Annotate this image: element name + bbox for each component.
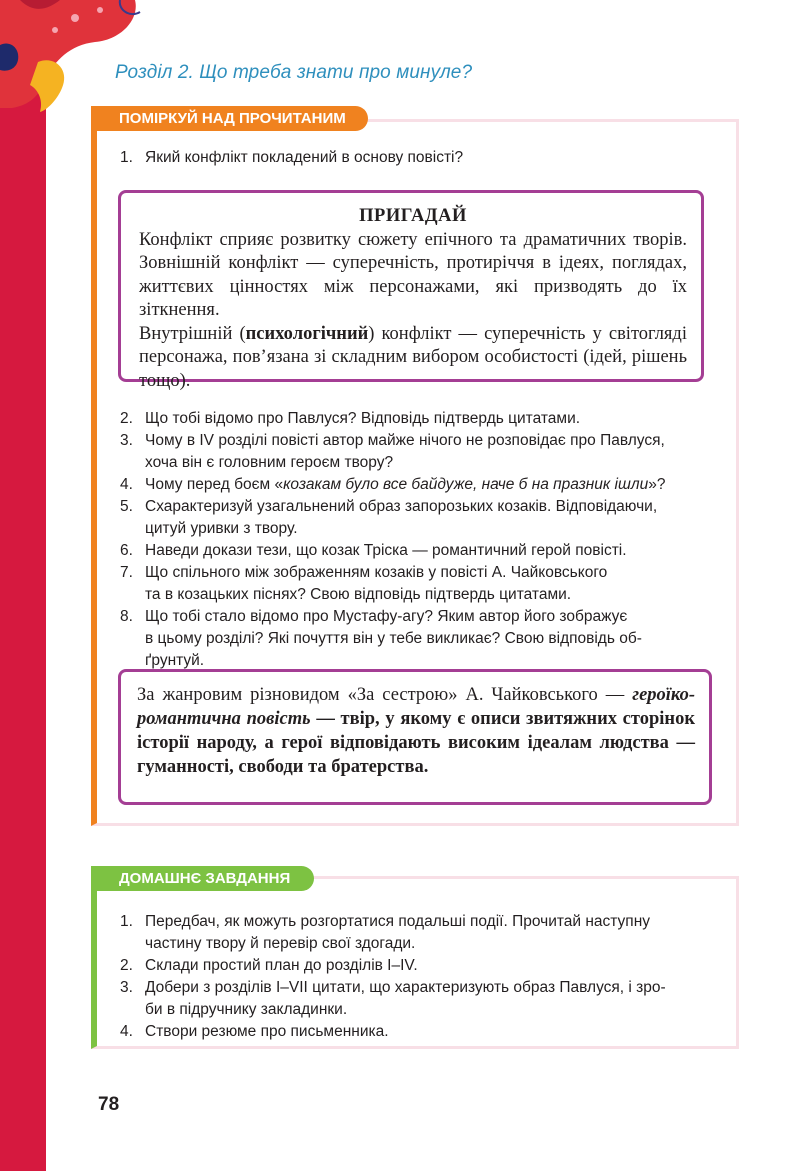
q4-quote: козакам було все байдуже, наче б на празник ішли [283,476,649,493]
remember-p2-end: ) конфлікт — суперечність у світогляді персонажа, пов’язана зі складним вибором особистості (ідей, рішень тощо). [139,323,687,391]
question-number: 4. [120,476,133,493]
question-number: 7. [120,564,133,581]
question-text-line2: хоча він є головним героєм твору? [145,454,394,471]
genre-definition-box [118,669,712,805]
homework-number: 3. [120,979,133,996]
question-number: 5. [120,498,133,515]
question-number: 6. [120,542,133,559]
q4-end: »? [648,476,666,493]
side-strip [0,0,46,1171]
remember-paragraph-2 [139,323,687,394]
question-number: 2. [120,410,133,427]
homework-number: 1. [120,913,133,930]
question-7 [120,562,705,606]
homework-text-line1: Добери з розділів I–VII цитати, що характеризують образ Павлуся, і зро- [145,979,666,996]
question-3 [120,430,705,474]
homework-3 [120,977,705,1021]
question-number: 1. [120,149,133,166]
question-text [145,474,705,496]
homework-section-label: ДОМАШНЄ ЗАВДАННЯ [91,866,314,891]
chapter-title: Розділ 2. Що треба знати про минуле? [115,62,473,83]
homework-4 [120,1021,705,1043]
question-text: Наведи докази тези, що козак Тріска — романтичний герой повісті. [145,542,627,559]
question-text-line2: та в козацьких піснях? Свою відповідь підтвердь цитатами. [145,586,572,603]
question-text-line1: Що спільного між зображенням козаків у повісті А. Чайковського [145,564,608,581]
homework-text: Склади простий план до розділів I–IV. [145,957,418,974]
homework-1 [120,911,705,955]
decorative-illustration [0,0,170,120]
question-8 [120,606,705,672]
question-number: 3. [120,432,133,449]
page-number: 78 [98,1094,120,1115]
think-section-label: ПОМІРКУЙ НАД ПРОЧИТАНИМ [91,106,368,131]
remember-p2-start: Внутрішній ( [139,323,246,344]
homework-2 [120,955,705,977]
genre-start: За жанровим різновидом «За сестрою» А. Чайковського — [137,685,633,705]
question-number: 8. [120,608,133,625]
question-text: Що тобі відомо про Павлуся? Відповідь підтвердь цитатами. [145,410,581,427]
question-4 [120,474,705,496]
question-text-line3: ґрунтуй. [145,652,205,669]
homework-text: Створи резюме про письменника. [145,1023,389,1040]
remember-p2-bold: психологічний [245,323,369,344]
homework-text-line2: би в підручнику закладинки. [145,1001,348,1018]
homework-text-line2: частину твору й перевір свої здогади. [145,935,416,952]
remember-box [118,190,704,391]
question-1 [120,147,705,169]
question-text-line1: Схарактеризуй узагальнений образ запорозьких козаків. Відповідаючи, [145,498,658,515]
question-5 [120,496,705,540]
question-text-line1: Чому в IV розділі повісті автор майже нічого не розповідає про Павлуся, [145,432,665,449]
question-text-line1: Що тобі стало відомо про Мустафу-агу? Яким автор його зображує [145,608,628,625]
genre-definition-text [137,683,695,779]
question-text: Який конфлікт покладений в основу повісті? [145,149,464,166]
homework-text-line1: Передбач, як можуть розгортатися подальші події. Прочитай наступну [145,913,651,930]
question-text-line2: в цьому розділі? Які почуття він у тебе викликає? Свою відповідь об- [145,630,642,647]
question-6 [120,540,705,562]
genre-term: героїко-романтична повість [137,685,695,729]
homework-number: 2. [120,957,133,974]
remember-paragraph-1: Конфлікт сприяє розвитку сюжету епічного та драматичних творів. Зовнішній конфлікт — суперечність, протиріччя в ідеях, поглядах, життєвих цінностях між персонажами, які призводять до їх зіткнення. [139,229,687,320]
question-text-line2: цитуй уривки з твору. [145,520,298,537]
homework-number: 4. [120,1023,133,1040]
genre-definition: — твір, у якому є описи звитяжних сторінок історії народу, а герої відповідають високим ідеалам людства — гуманності, свободи та братерства. [137,709,695,777]
question-2 [120,408,705,430]
q4-start: Чому перед боєм « [145,476,284,493]
remember-title: ПРИГАДАЙ [359,206,467,226]
